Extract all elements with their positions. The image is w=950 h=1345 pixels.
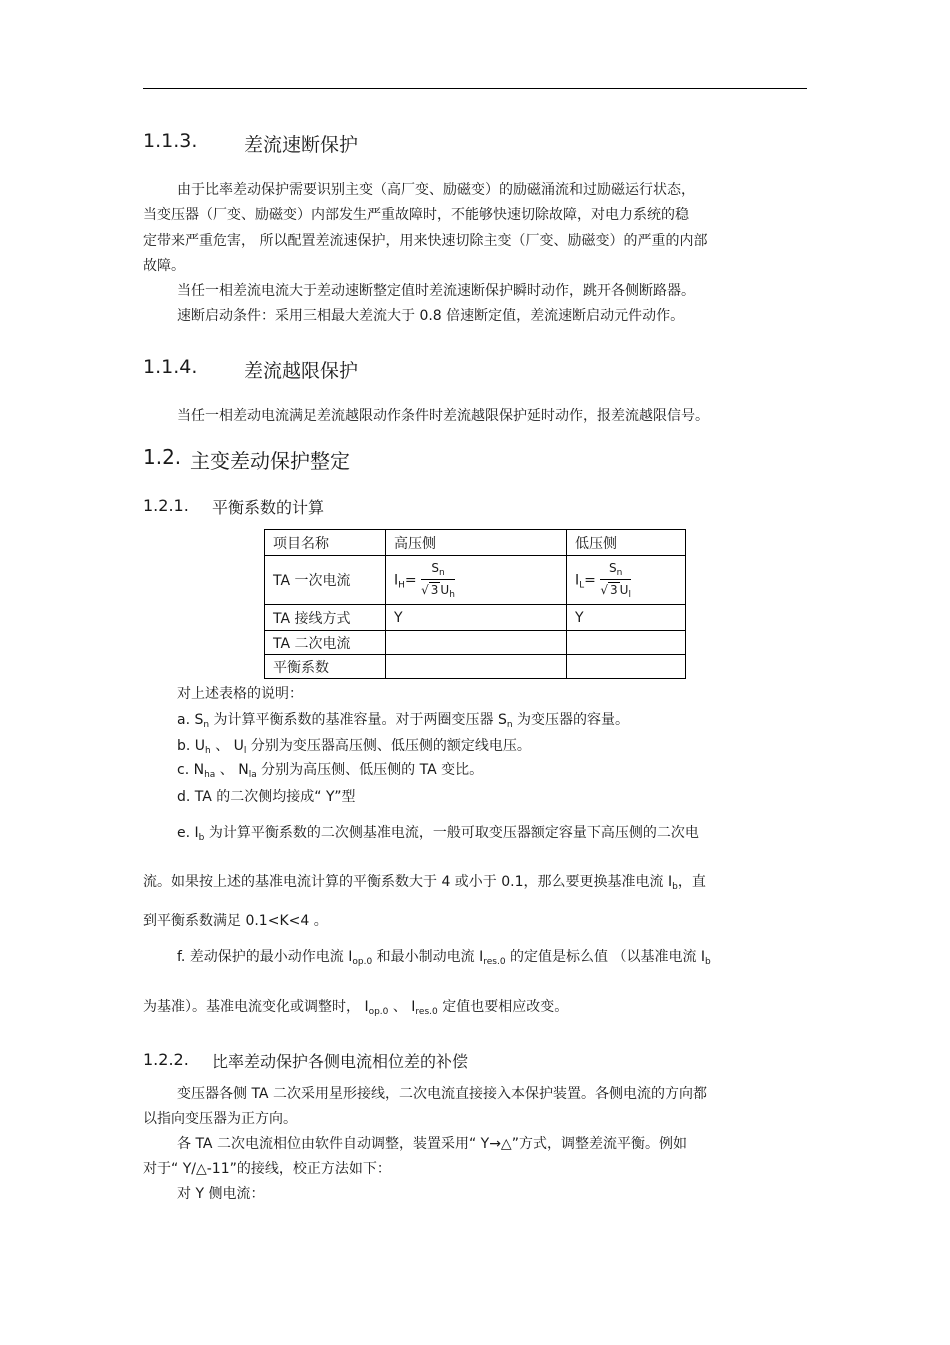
- section-1-1-3-title: 差流速断保护: [244, 134, 359, 156]
- note-a: a. $S_n$ 为计算平衡系数的基准容量。对于两圈变压器 $S_n$ 为变压器的容量。: [177, 712, 630, 730]
- table-cell: TA 一次电流: [265, 556, 386, 605]
- section-1-2-title: 主变差动保护整定: [190, 449, 350, 473]
- note-b: b. $U_h$ 、 $U_l$ 分别为变压器高压侧、低压侧的额定线电压。: [177, 738, 531, 756]
- table-header: 低压侧: [567, 530, 686, 556]
- paragraph-line: 当任一相差动电流满足差流越限动作条件时差流越限保护延时动作，报差流越限信号。: [177, 408, 709, 424]
- table-header: 高压侧: [386, 530, 567, 556]
- note-c: c. $N_{ha}$ 、 $N_{la}$ 分别为高压侧、低压侧的 TA 变比。: [177, 762, 484, 780]
- paragraph-line: 变压器各侧 TA 二次采用星形接线，二次电流直接接入本保护装置。各侧电流的方向都: [177, 1086, 707, 1102]
- table-cell: [386, 655, 567, 679]
- note-d: d. TA 的二次侧均接成“ Y”型: [177, 789, 356, 805]
- paragraph-line: 由于比率差动保护需要识别主变（高厂变、励磁变）的励磁涌流和过励磁运行状态，: [177, 182, 695, 198]
- section-1-1-4-title: 差流越限保护: [244, 360, 359, 382]
- section-1-2-number: 1.2.: [143, 445, 182, 469]
- section-1-1-3-number: 1.1.3.: [143, 130, 198, 152]
- paragraph-line: 对于“ Y/△-11”的接线，校正方法如下：: [143, 1161, 391, 1177]
- header-rule: [143, 88, 807, 89]
- paragraph-line: 当任一相差流电流大于差动速断整定值时差流速断保护瞬时动作，跳开各侧断路器。: [177, 283, 695, 299]
- paragraph-line: 速断启动条件：采用三相最大差流大于 0.8 倍速断定值，差流速断启动元件动作。: [177, 308, 685, 324]
- table-header: 项目名称: [265, 530, 386, 556]
- table-cell: [567, 631, 686, 655]
- table-cell: TA 二次电流: [265, 631, 386, 655]
- paragraph-line: 各 TA 二次电流相位由软件自动调整，装置采用“ Y→△”方式，调整差流平衡。例如: [177, 1136, 687, 1152]
- table-cell: Y: [567, 605, 686, 631]
- table-cell: Y: [386, 605, 567, 631]
- table-cell: 平衡系数: [265, 655, 386, 679]
- section-1-1-4-number: 1.1.4.: [143, 356, 198, 378]
- table-cell: TA 接线方式: [265, 605, 386, 631]
- paragraph-line: 对 Y 侧电流：: [177, 1186, 265, 1202]
- note-e-cont: 流。如果按上述的基准电流计算的平衡系数大于 4 或小于 0.1，那么要更换基准电流 $I_b$，直: [143, 874, 706, 892]
- formula-hv: $I_H=$ $\frac{S_n}{√ 3 U_h}$: [386, 556, 567, 605]
- paragraph-line: 故障。: [143, 258, 185, 274]
- paragraph-line: 当变压器（厂变、励磁变）内部发生严重故障时，不能够快速切除故障，对电力系统的稳: [143, 207, 689, 223]
- paragraph-line: 以指向变压器为正方向。: [143, 1111, 297, 1127]
- paragraph-line: 定带来严重危害， 所以配置差流速保护，用来快速切除主变（厂变、励磁变）的严重的内部: [143, 233, 708, 249]
- section-1-2-1-title: 平衡系数的计算: [212, 498, 325, 517]
- note-f: f. 差动保护的最小动作电流 $I_{op.0}$ 和最小制动电流 $I_{res.0}$ 的定值是标么值 （以基准电流 $I_b$: [177, 949, 711, 967]
- table-cell: [567, 655, 686, 679]
- balance-coefficient-table: [264, 529, 686, 679]
- formula-lv: $I_L=$ $\frac{S_n}{√ 3 U_l}$: [567, 556, 686, 605]
- note-e: e. $I_b$ 为计算平衡系数的二次侧基准电流，一般可取变压器额定容量下高压侧的二次电: [177, 825, 699, 843]
- note-f-cont: 为基准）。基准电流变化或调整时， $I_{op.0}$ 、 $I_{res.0}$ 定值也要相应改变。: [143, 999, 569, 1017]
- section-1-2-2-number: 1.2.2.: [143, 1050, 189, 1069]
- section-1-2-1-number: 1.2.1.: [143, 496, 189, 515]
- note-e-cont2: 到平衡系数满足 0.1<K<4 。: [143, 913, 328, 929]
- table-cell: [386, 631, 567, 655]
- section-1-2-2-title: 比率差动保护各侧电流相位差的补偿: [212, 1052, 469, 1071]
- notes-intro: 对上述表格的说明：: [177, 686, 303, 702]
